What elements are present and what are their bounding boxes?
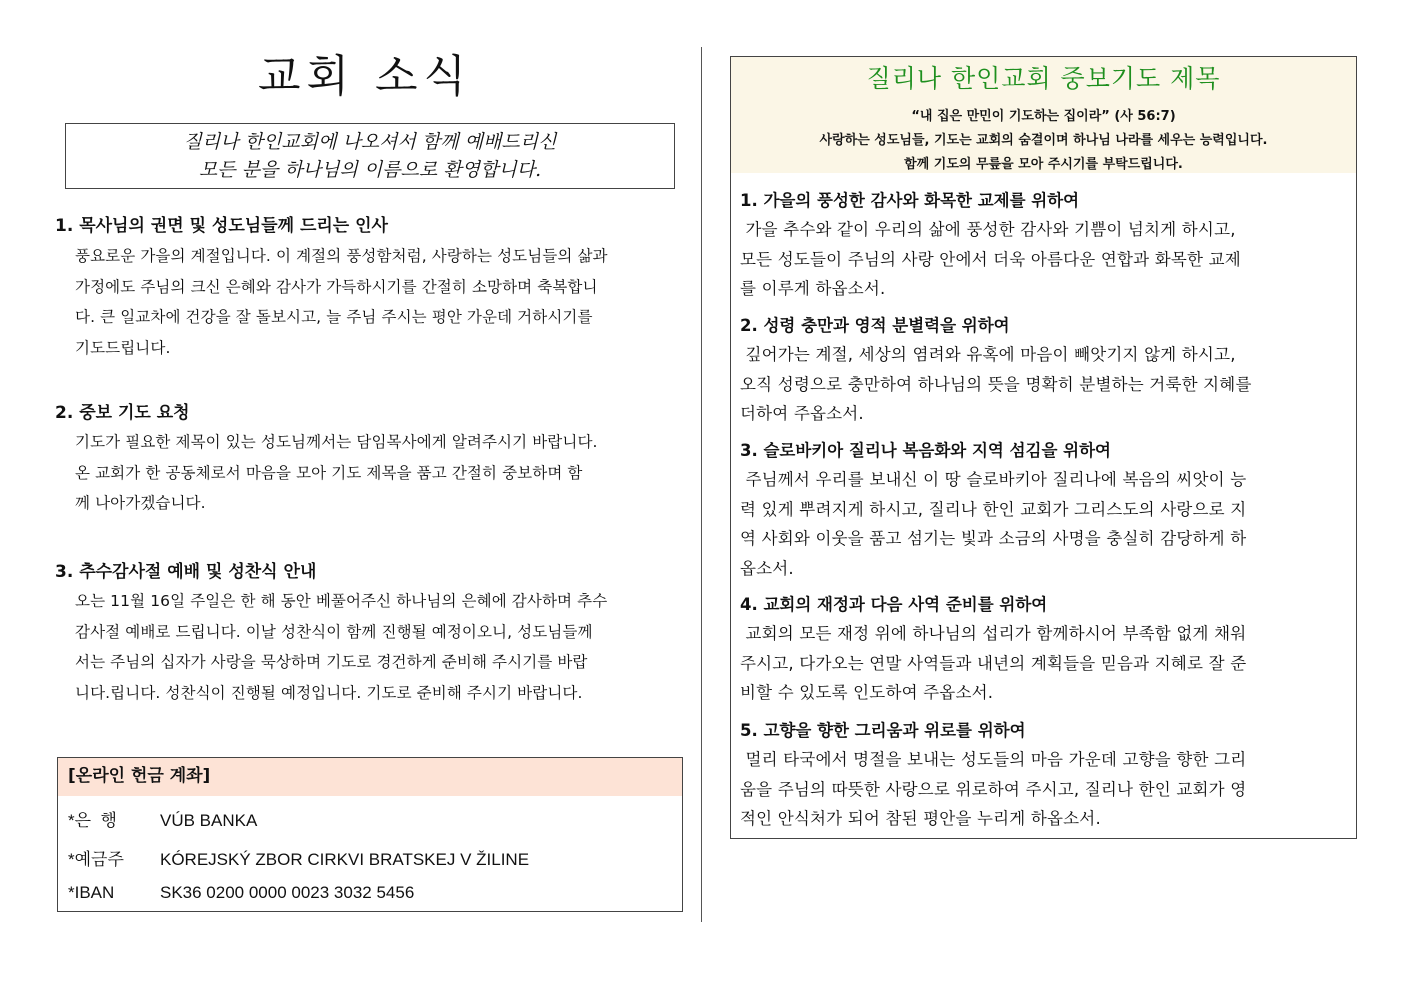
prayer-item-5: [740, 717, 1347, 834]
section-heading-2: 2. 중보 기도 요청: [55, 403, 190, 423]
welcome-line-2: 모든 분을 하나님의 이름으로 환영합니다.: [198, 159, 542, 181]
welcome-box: [65, 123, 675, 189]
bank-row: [68, 806, 257, 831]
account-holder-label: *예금주: [68, 850, 124, 869]
section-1-line: 기도드립니다.: [75, 338, 171, 357]
section-body-3: [75, 586, 681, 708]
prayer-item-line: 주님께서 우리를 보내신 이 땅 슬로바키아 질리나에 복음의 씨앗이 능: [740, 470, 1247, 489]
prayer-title: 질리나 한인교회 중보기도 제목: [731, 57, 1356, 101]
prayer-item-line: 모든 성도들이 주님의 사랑 안에서 더욱 아름다운 연합과 화목한 교제: [740, 249, 1241, 269]
prayer-item-line: 오직 성령으로 충만하여 하나님의 뜻을 명확히 분별하는 거룩한 지혜를: [740, 374, 1252, 394]
intro-line: 함께 기도의 무릎을 모아 주시기를 부탁드립니다.: [904, 157, 1183, 172]
section-heading-1: 1. 목사님의 권면 및 성도님들께 드리는 인사: [55, 216, 388, 236]
prayer-item-4: [740, 591, 1347, 708]
prayer-item-line: 멀리 타국에서 명절을 보내는 성도들의 마음 가운데 고향을 향한 그리: [740, 750, 1247, 769]
prayer-intro: [731, 101, 1356, 173]
prayer-item-line: 비할 수 있도록 인도하여 주옵소서.: [740, 683, 994, 702]
bank-label: *은 행: [68, 811, 117, 830]
iban-value: SK36 0200 0000 0023 3032 5456: [160, 883, 415, 902]
section-3-line: 오는 11월 16일 주일은 한 해 동안 베풀어주신 하나님의 은혜에 감사하며 추수: [75, 592, 608, 610]
prayer-item-line: 깊어가는 계절, 세상의 염려와 유혹에 마음이 빼앗기지 않게 하시고,: [740, 345, 1236, 364]
prayer-item-heading: 3. 슬로바키아 질리나 복음화와 지역 섬김을 위하여: [740, 441, 1111, 460]
prayer-item-line: 가을 추수와 같이 우리의 삶에 풍성한 감사와 기쁨이 넘치게 하시고,: [740, 220, 1236, 239]
section-2-line: 께 나아가겠습니다.: [75, 494, 206, 512]
prayer-item-heading: 1. 가을의 풍성한 감사와 화목한 교제를 위하여: [740, 191, 1080, 210]
prayer-item-line: 움을 주님의 따뜻한 사랑으로 위로하여 주시고, 질리나 한인 교회가 영: [740, 779, 1247, 799]
prayer-item-heading: 4. 교회의 재정과 다음 사역 준비를 위하여: [740, 595, 1048, 614]
iban-row: [68, 883, 414, 903]
intercessory-prayer-box: [730, 56, 1357, 839]
intro-line: 사랑하는 성도님들, 기도는 교회의 숨결이며 하나님 나라를 세우는 능력입니다.: [819, 133, 1268, 148]
prayer-item-2: [740, 312, 1347, 429]
prayer-item-line: 옵소서.: [740, 558, 794, 578]
section-1-line: 가정에도 주님의 크신 은혜와 감사가 가득하시기를 간절히 소망하며 축복합니: [75, 277, 598, 296]
prayer-item-line: 를 이루게 하옵소서.: [740, 279, 886, 298]
iban-label: *IBAN: [68, 883, 115, 902]
section-body-1: [75, 241, 681, 363]
section-3-line: 감사절 예배로 드립니다. 이날 성찬식이 함께 진행될 예정이오니, 성도님들께: [75, 622, 593, 641]
account-holder-value: KÓREJSKÝ ZBOR CIRKVI BRATSKEJ V ŽILINE: [160, 850, 530, 869]
bank-value: VÚB BANKA: [160, 811, 258, 830]
section-1-line: 풍요로운 가을의 계절입니다. 이 계절의 풍성함처럼, 사랑하는 성도님들의 삶과: [75, 247, 608, 265]
online-offering-box: [57, 757, 683, 912]
section-3-line: 서는 주님의 십자가 사랑을 묵상하며 기도로 경건하게 준비해 주시기를 바랍: [75, 653, 588, 671]
prayer-item-heading: 5. 고향을 향한 그리움과 위로를 위하여: [740, 721, 1026, 740]
account-holder-row: [68, 845, 529, 870]
section-heading-3: 3. 추수감사절 예배 및 성찬식 안내: [55, 562, 317, 582]
section-2-line: 온 교회가 한 공동체로서 마음을 모아 기도 제목을 품고 간절히 중보하며 함: [75, 463, 583, 482]
prayer-item-1: [740, 187, 1347, 304]
section-2-line: 기도가 필요한 제목이 있는 성도님께서는 담임목사에게 알려주시기 바랍니다.: [75, 433, 598, 451]
prayer-item-heading: 2. 성령 충만과 영적 분별력을 위하여: [740, 316, 1010, 335]
page-title: 교회 소식: [257, 51, 472, 102]
prayer-item-line: 교회의 모든 재정 위에 하나님의 섭리가 함께하시어 부족함 없게 채워: [740, 624, 1247, 643]
welcome-line-1: 질리나 한인교회에 나오셔서 함께 예배드리신: [183, 131, 557, 153]
section-3-line: 니다.립니다. 성찬식이 진행될 예정입니다. 기도로 준비해 주시기 바랍니다.: [75, 683, 583, 702]
offering-heading: [온라인 헌금 계좌]: [58, 758, 682, 796]
prayer-item-line: 력 있게 뿌려지게 하시고, 질리나 한인 교회가 그리스도의 사랑으로 지: [740, 499, 1247, 519]
column-divider: [701, 47, 702, 922]
scripture-quote: “내 집은 만민이 기도하는 집이라” (사 56:7): [911, 109, 1176, 124]
prayer-item-3: [740, 437, 1347, 583]
section-body-2: [75, 427, 681, 519]
section-1-line: 다. 큰 일교차에 건강을 잘 돌보시고, 늘 주님 주시는 평안 가운데 거하시기를: [75, 308, 593, 326]
prayer-item-line: 역 사회와 이웃을 품고 섬기는 빛과 소금의 사명을 충실히 감당하게 하: [740, 529, 1247, 548]
prayer-item-line: 적인 안식처가 되어 참된 평안을 누리게 하옵소서.: [740, 809, 1101, 828]
prayer-item-line: 주시고, 다가오는 연말 사역들과 내년의 계획들을 믿음과 지혜로 잘 준: [740, 653, 1247, 673]
prayer-item-line: 더하여 주옵소서.: [740, 404, 864, 423]
